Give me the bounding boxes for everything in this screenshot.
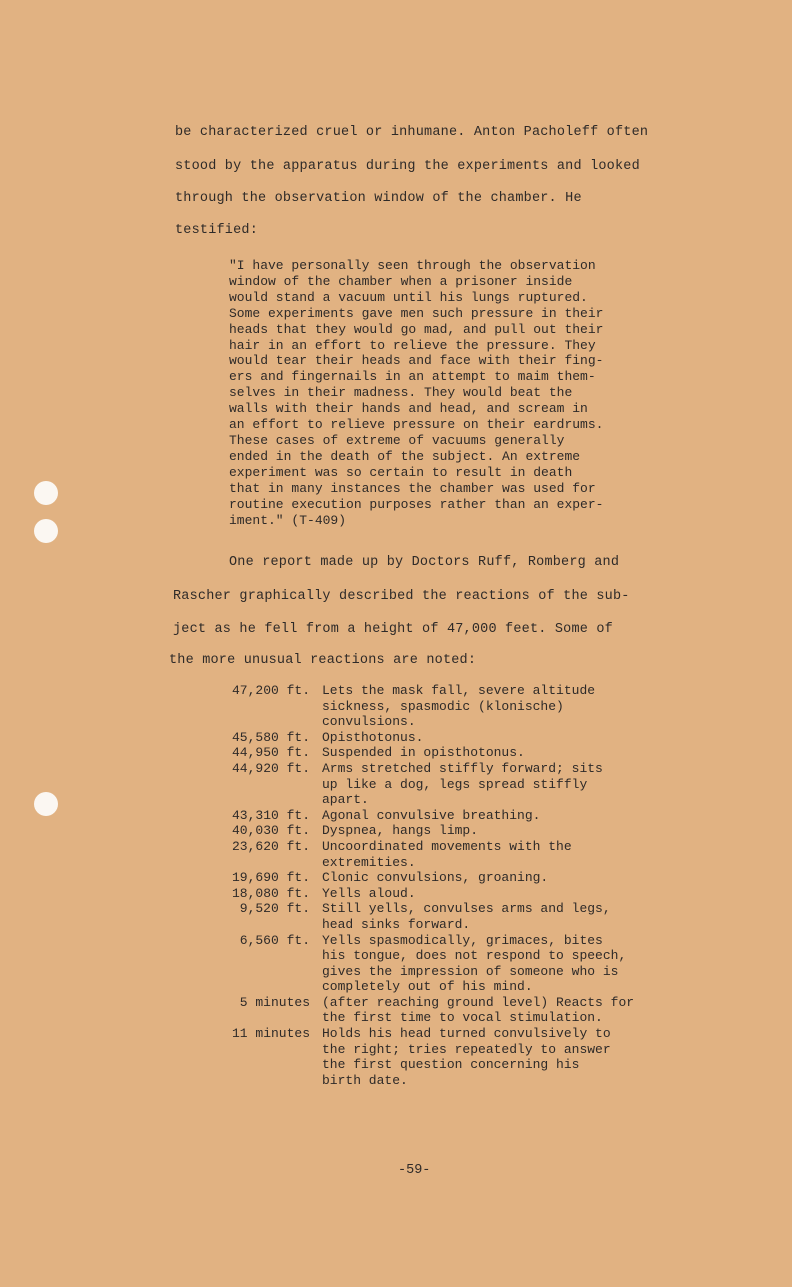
reaction-text: Yells aloud. [322, 885, 416, 901]
reaction-text: up like a dog, legs spread stiffly [322, 776, 588, 792]
list-item [212, 886, 682, 902]
reaction-text: Yells spasmodically, grimaces, bites [322, 932, 603, 948]
altitude-label: 45,580 ft. [231, 729, 310, 745]
quote-line: walls with their hands and head, and scream in [229, 401, 588, 417]
reaction-text: birth date. [322, 1072, 408, 1088]
quote-line: an effort to relieve pressure on their eardrums. [229, 417, 604, 433]
reaction-text: convulsions. [322, 714, 416, 730]
quote-line: window of the chamber when a prisoner inside [229, 273, 573, 289]
reaction-text: gives the impression of someone who is [322, 963, 619, 979]
quote-line: Some experiments gave men such pressure in their [229, 305, 604, 321]
altitude-label: 43,310 ft. [231, 807, 310, 823]
altitude-label: 19,690 ft. [231, 870, 310, 886]
quote-line: heads that they would go mad, and pull out their [229, 321, 604, 337]
quote-line: would stand a vacuum until his lungs ruptured. [229, 289, 588, 305]
testimony-quote [229, 258, 639, 528]
quote-line: hair in an effort to relieve the pressure. They [229, 337, 596, 353]
reaction-text: Holds his head turned convulsively to [322, 1026, 611, 1042]
quote-line: iment." (T-409) [229, 512, 347, 528]
quote-line: ended in the death of the subject. An extreme [229, 448, 581, 464]
list-item [212, 870, 682, 886]
paragraph2-line-3: ject as he fell from a height of 47,000 feet. Some of [173, 622, 613, 637]
quote-line: that in many instances the chamber was used for [229, 480, 596, 496]
reaction-text: Opisthotonus. [322, 729, 424, 745]
paragraph1-line-3: through the observation window of the chamber. He [175, 191, 582, 206]
list-item [212, 823, 682, 839]
paragraph1-line-1: be characterized cruel or inhumane. Anton Pacholeff often [175, 125, 649, 140]
quote-line: routine execution purposes rather than an exper- [229, 496, 604, 512]
altitude-label: 18,080 ft. [231, 885, 310, 901]
punch-hole-1 [34, 481, 58, 505]
altitude-label: 6,560 ft. [239, 932, 310, 948]
list-item [212, 761, 682, 808]
reaction-text: his tongue, does not respond to speech, [322, 948, 627, 964]
list-item [212, 995, 682, 1026]
altitude-label: 40,030 ft. [231, 823, 310, 839]
altitude-label: 44,950 ft. [231, 745, 310, 761]
list-item [212, 901, 682, 932]
paragraph2-line-1: One report made up by Doctors Ruff, Romberg and [229, 555, 620, 570]
quote-line: "I have personally seen through the observation [229, 258, 596, 273]
list-item [212, 933, 682, 995]
page-number: -59- [398, 1163, 431, 1178]
punch-hole-3 [34, 792, 58, 816]
quote-line: ers and fingernails in an attempt to maim them- [229, 369, 596, 385]
reaction-text: Lets the mask fall, severe altitude [322, 683, 596, 698]
list-item [212, 1026, 682, 1088]
list-item [212, 839, 682, 870]
reaction-text: head sinks forward. [322, 916, 471, 932]
paragraph2-line-4: the more unusual reactions are noted: [169, 653, 477, 668]
reaction-text: the right; tries repeatedly to answer [322, 1041, 611, 1057]
list-item [212, 745, 682, 761]
reaction-text: (after reaching ground level) Reacts for [322, 994, 635, 1010]
quote-line: would tear their heads and face with their fing- [229, 353, 604, 369]
reaction-text: sickness, spasmodic (klonische) [322, 698, 564, 714]
list-item [212, 808, 682, 824]
reaction-text: the first time to vocal stimulation. [322, 1010, 603, 1026]
reaction-text: Agonal convulsive breathing. [322, 807, 541, 823]
reaction-text: Arms stretched stiffly forward; sits [322, 760, 603, 776]
reaction-text: apart. [322, 792, 369, 808]
list-item [212, 730, 682, 746]
paragraph2-line-2: Rascher graphically described the reactions of the sub- [173, 589, 630, 604]
punch-hole-2 [34, 519, 58, 543]
reaction-text: Still yells, convulses arms and legs, [322, 901, 611, 917]
list-item [212, 683, 682, 730]
altitude-reaction-list [212, 683, 682, 1088]
reaction-text: completely out of his mind. [322, 979, 533, 995]
altitude-label: 5 minutes [239, 994, 310, 1010]
altitude-label: 44,920 ft. [231, 760, 310, 776]
reaction-text: Uncoordinated movements with the [322, 838, 572, 854]
reaction-text: Clonic convulsions, groaning. [322, 870, 549, 886]
reaction-text: extremities. [322, 854, 416, 870]
altitude-label: 23,620 ft. [231, 838, 310, 854]
quote-line: selves in their madness. They would beat the [229, 385, 573, 401]
paragraph1-line-2: stood by the apparatus during the experiments and looked [175, 159, 640, 174]
paragraph1-line-4: testified: [175, 223, 259, 238]
reaction-text: Dyspnea, hangs limp. [322, 823, 479, 839]
altitude-label: 47,200 ft. [231, 683, 310, 698]
altitude-label: 9,520 ft. [239, 901, 310, 917]
reaction-text: the first question concerning his [322, 1057, 580, 1073]
altitude-label: 11 minutes [231, 1026, 310, 1042]
quote-line: experiment was so certain to result in death [229, 464, 573, 480]
quote-line: These cases of extreme of vacuums generally [229, 432, 565, 448]
reaction-text: Suspended in opisthotonus. [322, 745, 525, 761]
